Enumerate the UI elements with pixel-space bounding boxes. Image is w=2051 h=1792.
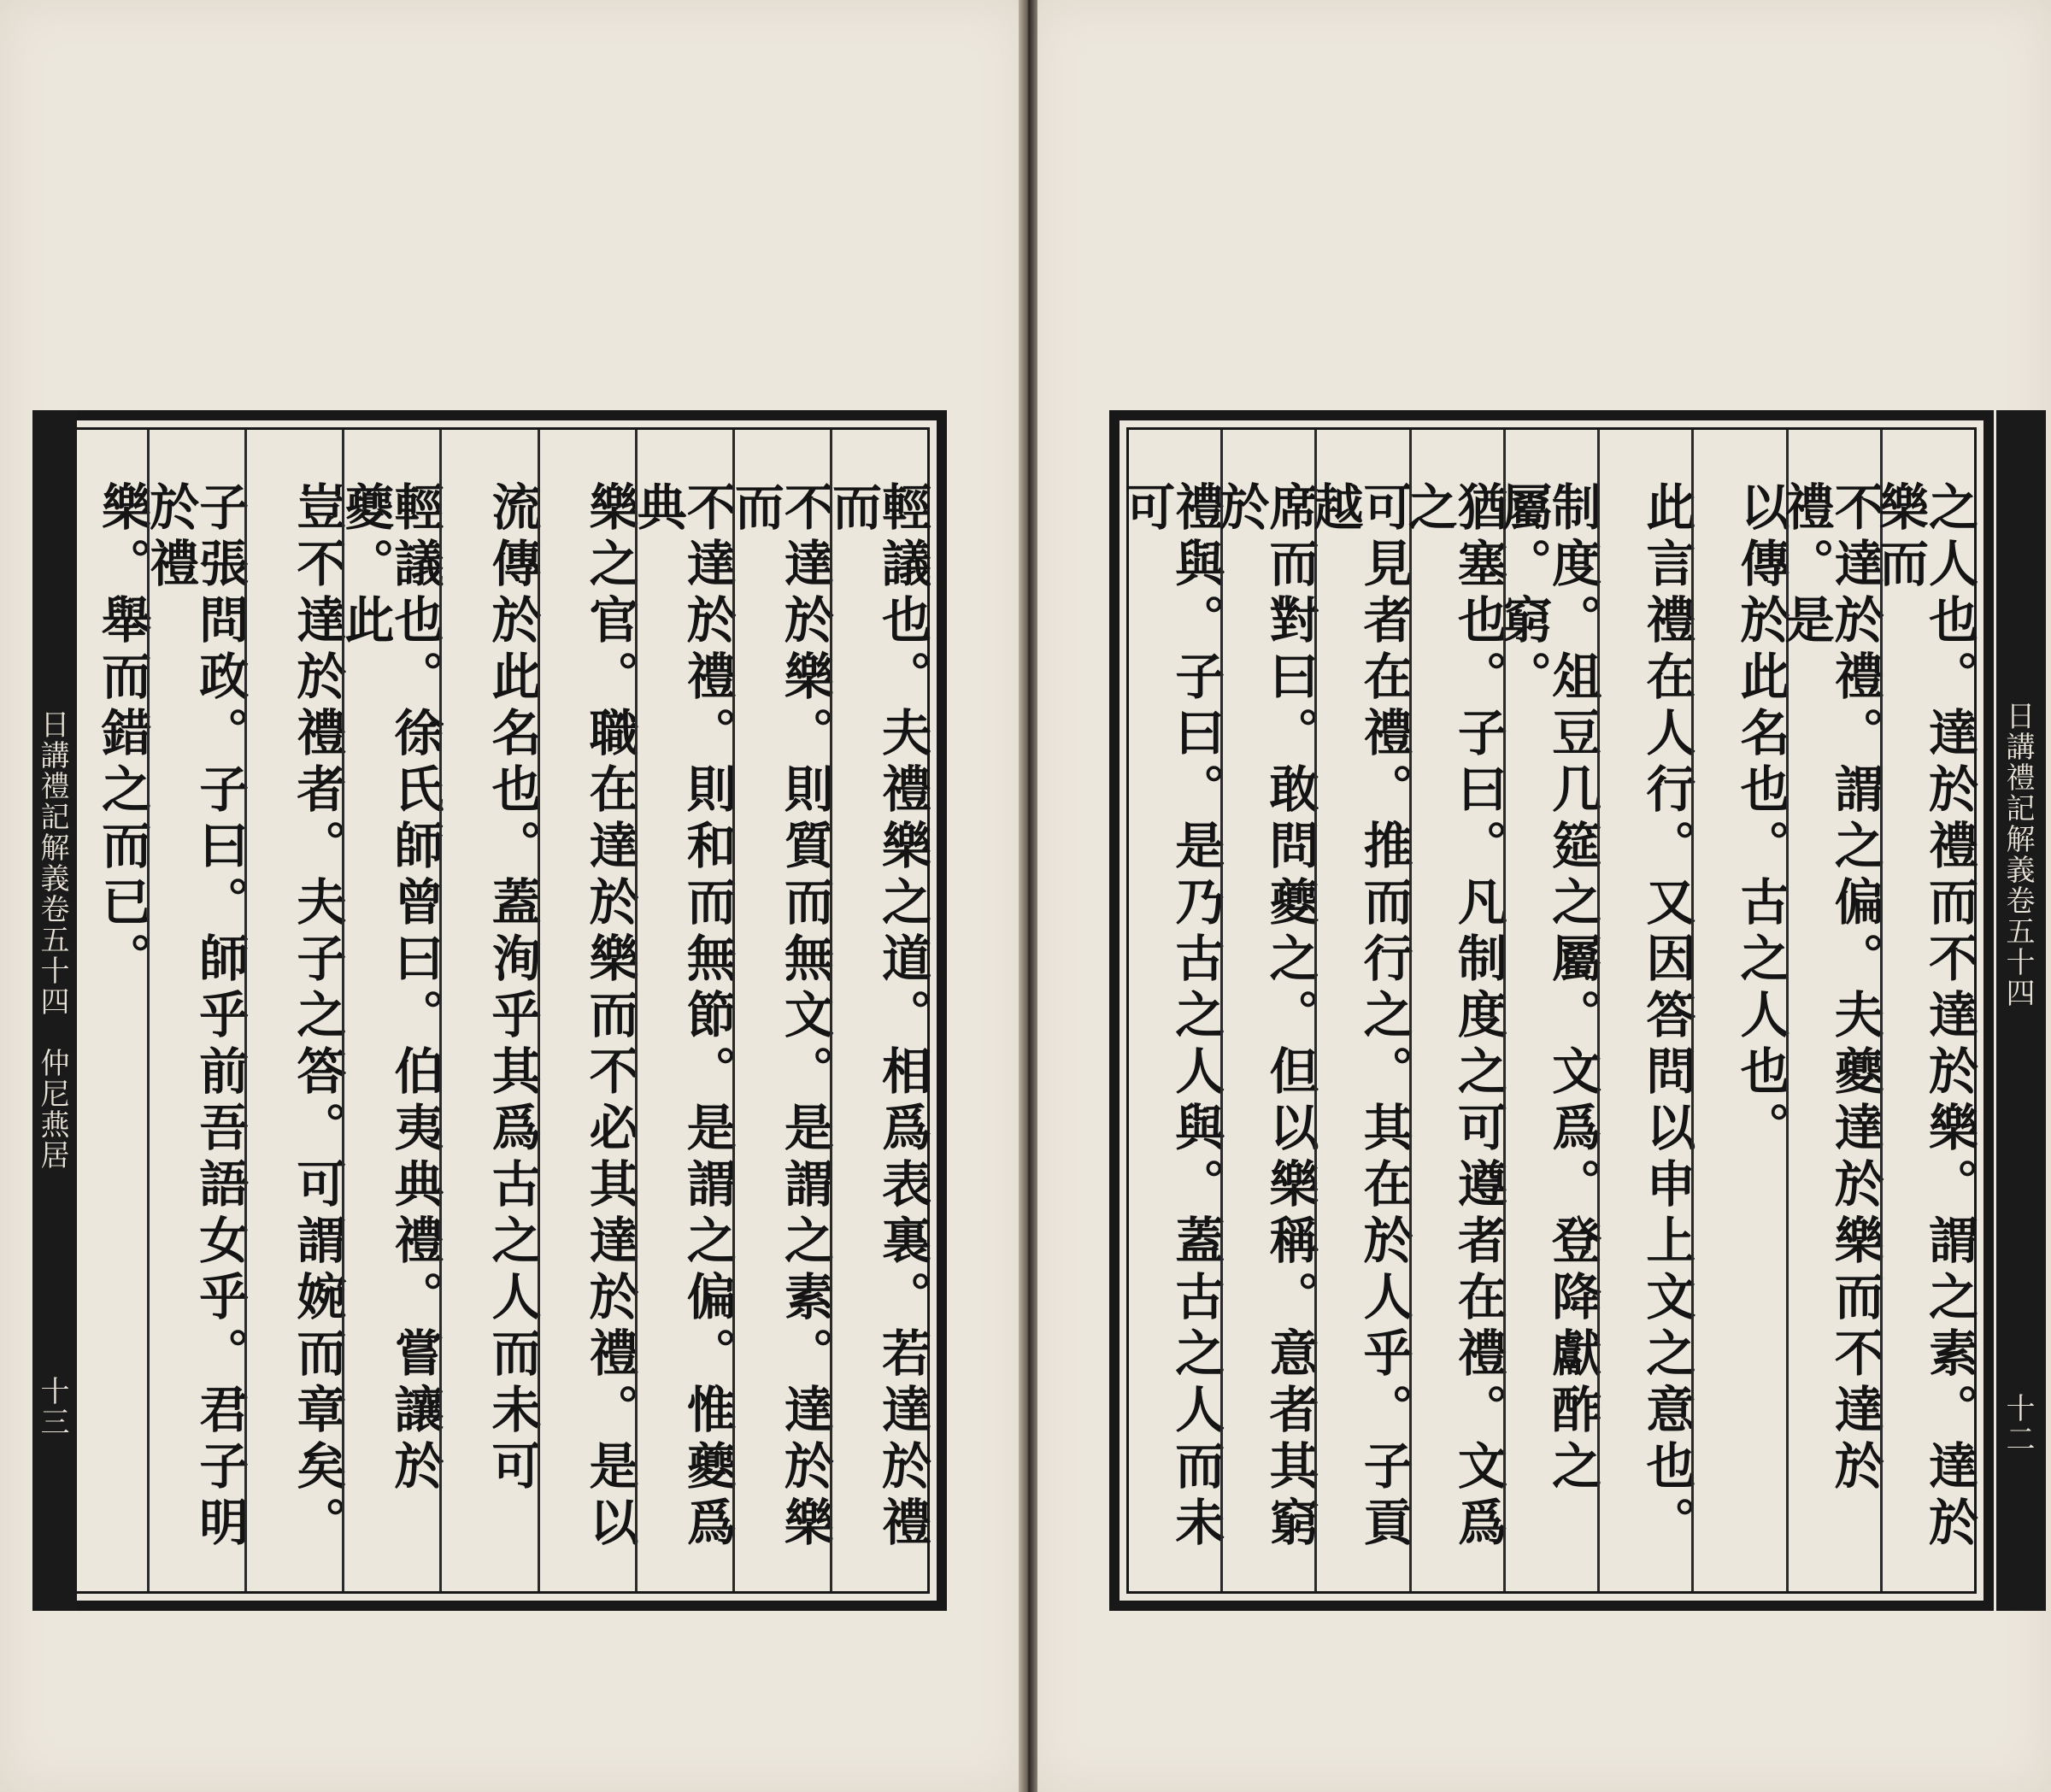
text-column (439, 430, 542, 1591)
text-column (244, 430, 347, 1591)
text-column (726, 430, 834, 1591)
column-text: 輕議也。徐氏師曾曰。伯夷典禮。嘗讓於夔。此 (336, 481, 444, 1496)
right-text-frame (1109, 410, 1994, 1611)
column-text: 可見者在禮。推而行之。其在於人乎。子貢越 (1305, 481, 1413, 1553)
column-text: 流傳於此名也。蓋洵乎其爲古之人而未可 (483, 481, 542, 1496)
column-text: 輕議也。夫禮樂之道。相爲表裏。若達於禮而 (823, 481, 931, 1553)
left-text-frame (32, 410, 947, 1611)
left-folio-number: 十三 (36, 1376, 73, 1437)
column-text: 此言禮在人行。又因答問以申上文之意也。 (1637, 481, 1696, 1553)
book-gutter (1019, 0, 1037, 1792)
text-column (1399, 430, 1507, 1591)
right-columns (1117, 427, 1978, 1594)
column-text: 制度。俎豆几筵之屬。文爲。登降獻酢之屬。窮。 (1494, 481, 1602, 1496)
column-text: 禮與。子曰。是乃古之人與。蓋古之人而未可 (1117, 481, 1225, 1553)
text-column (823, 430, 931, 1591)
column-text: 以傳於此名也。古之人也。 (1731, 481, 1790, 1158)
column-text: 不達於禮。謂之偏。夫夔達於樂而不達於禮。是 (1776, 481, 1884, 1496)
column-text: 樂。舉而錯之而已。 (93, 481, 152, 989)
column-text: 猶塞也。子曰。凡制度之可遵者在禮。文爲之 (1399, 481, 1507, 1553)
column-text: 子張問政。子曰。師乎前吾語女乎。君子明於禮 (141, 481, 250, 1553)
column-text: 豈不達於禮者。夫子之答。可謂婉而章矣。 (288, 481, 347, 1553)
text-column (1494, 430, 1602, 1591)
text-column (538, 430, 639, 1591)
text-column (1305, 430, 1413, 1591)
text-column (141, 430, 250, 1591)
right-margin-label: 日講禮記解義卷五十四 (2001, 701, 2039, 1008)
text-column (628, 430, 737, 1591)
column-text: 不達於樂。則質而無文。是謂之素。達於樂而 (726, 481, 834, 1553)
text-column (336, 430, 444, 1591)
column-text: 樂之官。職在達於樂而不必其達於禮。是以 (580, 481, 639, 1553)
text-column (1211, 430, 1319, 1591)
column-text: 之人也。達於禮而不達於樂。謂之素。達於樂而 (1870, 481, 1978, 1553)
column-text: 席而對曰。敢問夔之。但以樂稱。意者其窮於 (1211, 481, 1319, 1553)
text-column (1597, 430, 1696, 1591)
left-columns (50, 427, 930, 1594)
column-text: 不達於禮。則和而無節。是謂之偏。惟夔爲典 (628, 481, 737, 1553)
text-column (1691, 430, 1790, 1591)
left-margin-label: 日講禮記解義卷五十四 仲尼燕居 (36, 709, 73, 1171)
right-folio-number: 十二 (2001, 1393, 2039, 1454)
text-column (1117, 430, 1225, 1591)
text-column (1870, 430, 1978, 1591)
text-column (1776, 430, 1884, 1591)
